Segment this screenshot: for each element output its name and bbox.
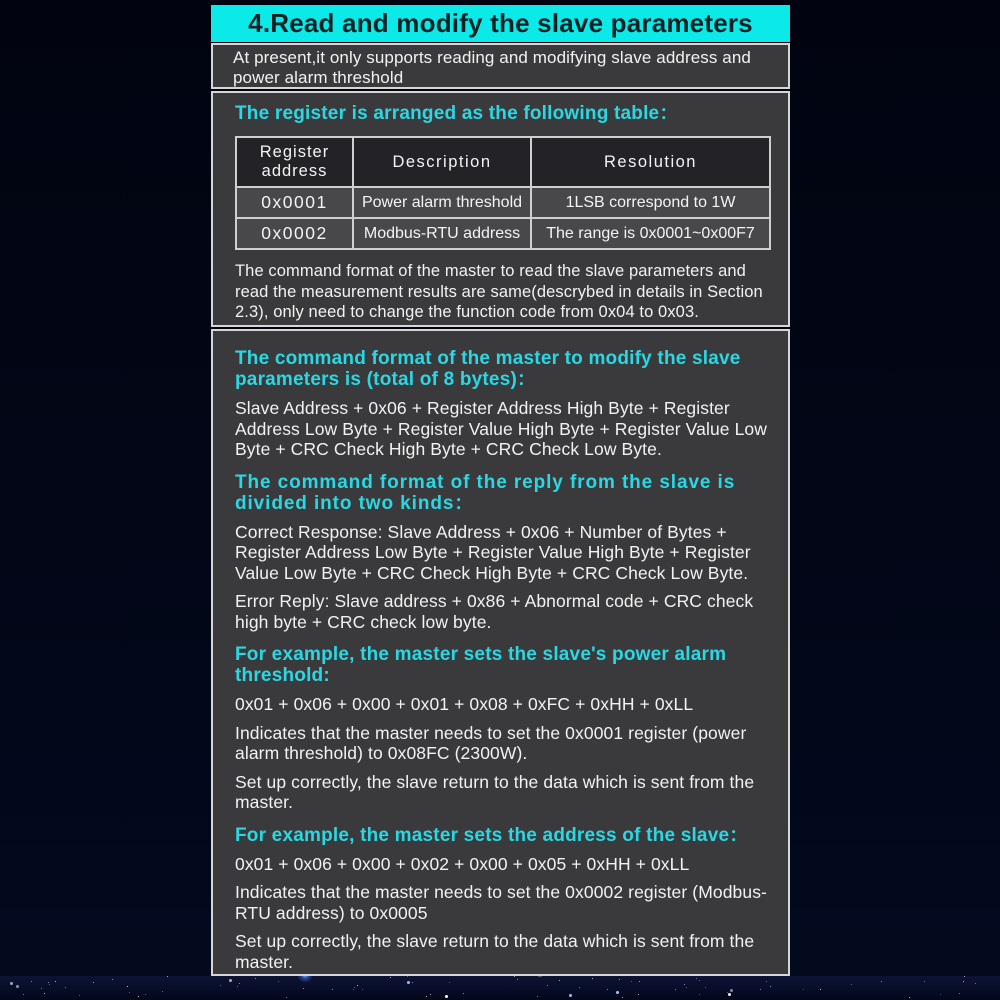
error-reply-text: Error Reply: Slave address + 0x86 + Abnormal code + CRC check high byte + CRC check low byte.	[235, 591, 754, 632]
starfield-band	[0, 976, 1000, 1000]
example-power-result: Set up correctly, the slave return to the data which is sent from the master.	[235, 771, 755, 812]
cell-resolution-2: The range is 0x0001~0x00F7	[531, 218, 770, 249]
column-header-description: Description	[353, 137, 531, 187]
page-title: 4.Read and modify the slave parameters	[248, 8, 753, 38]
example-power-command: 0x01 + 0x06 + 0x00 + 0x01 + 0x08 + 0xFC + 0xHH + 0xLL	[235, 694, 694, 714]
column-header-resolution: Resolution	[531, 137, 770, 187]
example-address-heading: For example, the master sets the address of the slave：	[235, 824, 749, 846]
example-address-explanation: Indicates that the master needs to set the 0x0002 register (Modbus-RTU address) to 0x0005	[235, 882, 767, 923]
register-table-header-row	[236, 137, 770, 187]
example-address-result: Set up correctly, the slave return to the data which is sent from the master.	[235, 931, 755, 972]
modify-format-heading: The command format of the master to modify the slave parameters is (total of 8 bytes)：	[235, 348, 741, 390]
intro-panel	[211, 43, 790, 89]
background-star-dots	[0, 0, 1, 1]
register-table-row-0x0002	[236, 218, 770, 249]
example-power-heading: For example, the master sets the slave's power alarm threshold:	[235, 644, 727, 686]
cell-resolution-1: 1LSB correspond to 1W	[531, 187, 770, 218]
intro-text: At present,it only supports reading and modifying slave address and power alarm threshold	[233, 48, 751, 87]
cell-description-1: Power alarm threshold	[353, 187, 531, 218]
register-table-row-0x0001	[236, 187, 770, 218]
correct-response-text: Correct Response: Slave Address + 0x06 + Number of Bytes + Register Address Low Byte + Register Value High Byte + Register Value Low Byte + CRC Check High Byte + CRC Check Low Byte.	[235, 521, 751, 583]
star-dots	[0, 976, 1, 977]
register-section-heading: The register is arranged as the following table：	[235, 103, 679, 124]
command-panel	[211, 329, 790, 976]
read-command-note: The command format of the master to read the slave parameters and read the measurement results are same(descrybed in details in Section 2.3), only need to change the function code from 0x04 to 0x03.	[235, 262, 763, 321]
modify-format-text: Slave Address + 0x06 + Register Address High Byte + Register Address Low Byte + Register Value High Byte + Register Value Low Byte + CRC Check High Byte + CRC Check Low Byte.	[235, 398, 767, 459]
reply-format-heading: The command format of the reply from the slave is divided into two kinds：	[235, 471, 736, 514]
register-panel	[211, 91, 790, 327]
example-address-command: 0x01 + 0x06 + 0x00 + 0x02 + 0x00 + 0x05 + 0xHH + 0xLL	[235, 853, 690, 874]
cell-register-address-1: 0x0001	[236, 187, 353, 218]
example-power-explanation: Indicates that the master needs to set the 0x0001 register (power alarm threshold) to 0x08FC (2300W).	[235, 722, 747, 763]
cell-description-2: Modbus-RTU address	[353, 218, 531, 249]
title-banner	[211, 5, 790, 42]
column-header-register-address: Register address	[236, 137, 353, 187]
cell-register-address-2: 0x0002	[236, 218, 353, 249]
register-table	[235, 136, 771, 250]
